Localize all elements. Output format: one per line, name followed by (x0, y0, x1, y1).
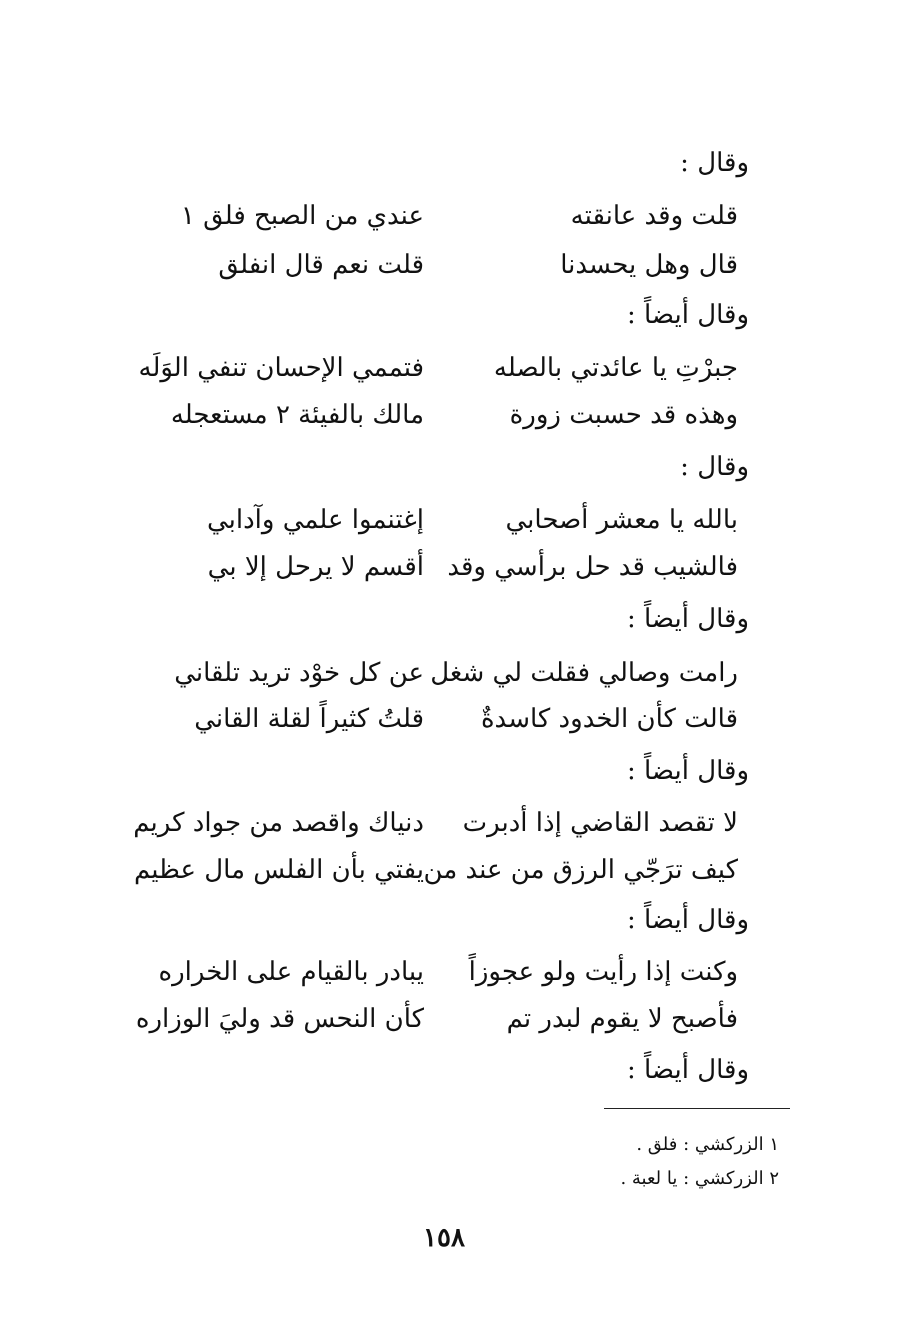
verse-second-hemistich: عندي من الصبح فلق ١ (180, 201, 424, 231)
verse-first-hemistich: قالت كأن الخدود كاسدةٌ (480, 704, 738, 734)
poem-intro: وقال أيضاً : (626, 300, 749, 330)
poem-intro: وقال أيضاً : (626, 1055, 749, 1085)
poem-intro: وقال أيضاً : (626, 905, 749, 935)
verse-first-hemistich: رامت وصالي فقلت لي شغل (430, 658, 738, 688)
verse-second-hemistich: دنياك واقصد من جواد كريم (133, 808, 424, 838)
footnote: ٢ الزركشي : يا لعبة . (620, 1168, 779, 1189)
verse-second-hemistich: قلت نعم قال انفلق (218, 250, 424, 280)
page-number: ١٥٨ (423, 1223, 465, 1253)
verse-second-hemistich: يفتي بأن الفلس مال عظيم (134, 855, 424, 885)
poem-intro: وقال أيضاً : (626, 604, 749, 634)
verse-second-hemistich: إغتنموا علمي وآدابي (206, 505, 424, 535)
verse-second-hemistich: فتممي الإحسان تنفي الوَلَه (138, 353, 424, 383)
verse-first-hemistich: فأصبح لا يقوم لبدر تم (506, 1004, 738, 1034)
verse-first-hemistich: وكنت إذا رأيت ولو عجوزاً (468, 957, 738, 987)
verse-first-hemistich: كيف ترَجّي الرزق من عند من (423, 855, 738, 885)
verse-second-hemistich: عن كل خوْد تريد تلقاني (174, 658, 424, 688)
poem-intro: وقال : (680, 148, 749, 178)
verse-second-hemistich: يبادر بالقيام على الخراره (158, 957, 424, 987)
verse-first-hemistich: قلت وقد عانقته (570, 201, 738, 231)
verse-second-hemistich: قلتُ كثيراً لقلة القاني (194, 704, 424, 734)
poem-intro: وقال أيضاً : (626, 756, 749, 786)
verse-first-hemistich: فالشيب قد حل برأسي وقد (447, 552, 738, 582)
verse-second-hemistich: كأن النحس قد وليَ الوزاره (135, 1004, 424, 1034)
verse-first-hemistich: بالله يا معشر أصحابي (505, 505, 738, 535)
verse-second-hemistich: أقسم لا يرحل إلا بي (207, 552, 424, 582)
verse-first-hemistich: قال وهل يحسدنا (560, 250, 738, 280)
verse-first-hemistich: جبرْتِ يا عائدتي بالصله (493, 353, 738, 383)
verse-first-hemistich: وهذه قد حسبت زورة (509, 400, 738, 430)
footnote: ١ الزركشي : فلق . (636, 1134, 779, 1155)
poem-intro: وقال : (680, 452, 749, 482)
footnote-separator (604, 1108, 790, 1109)
verse-second-hemistich: مالك بالفيئة ٢ مستعجله (170, 400, 424, 430)
verse-first-hemistich: لا تقصد القاضي إذا أدبرت (462, 808, 738, 838)
